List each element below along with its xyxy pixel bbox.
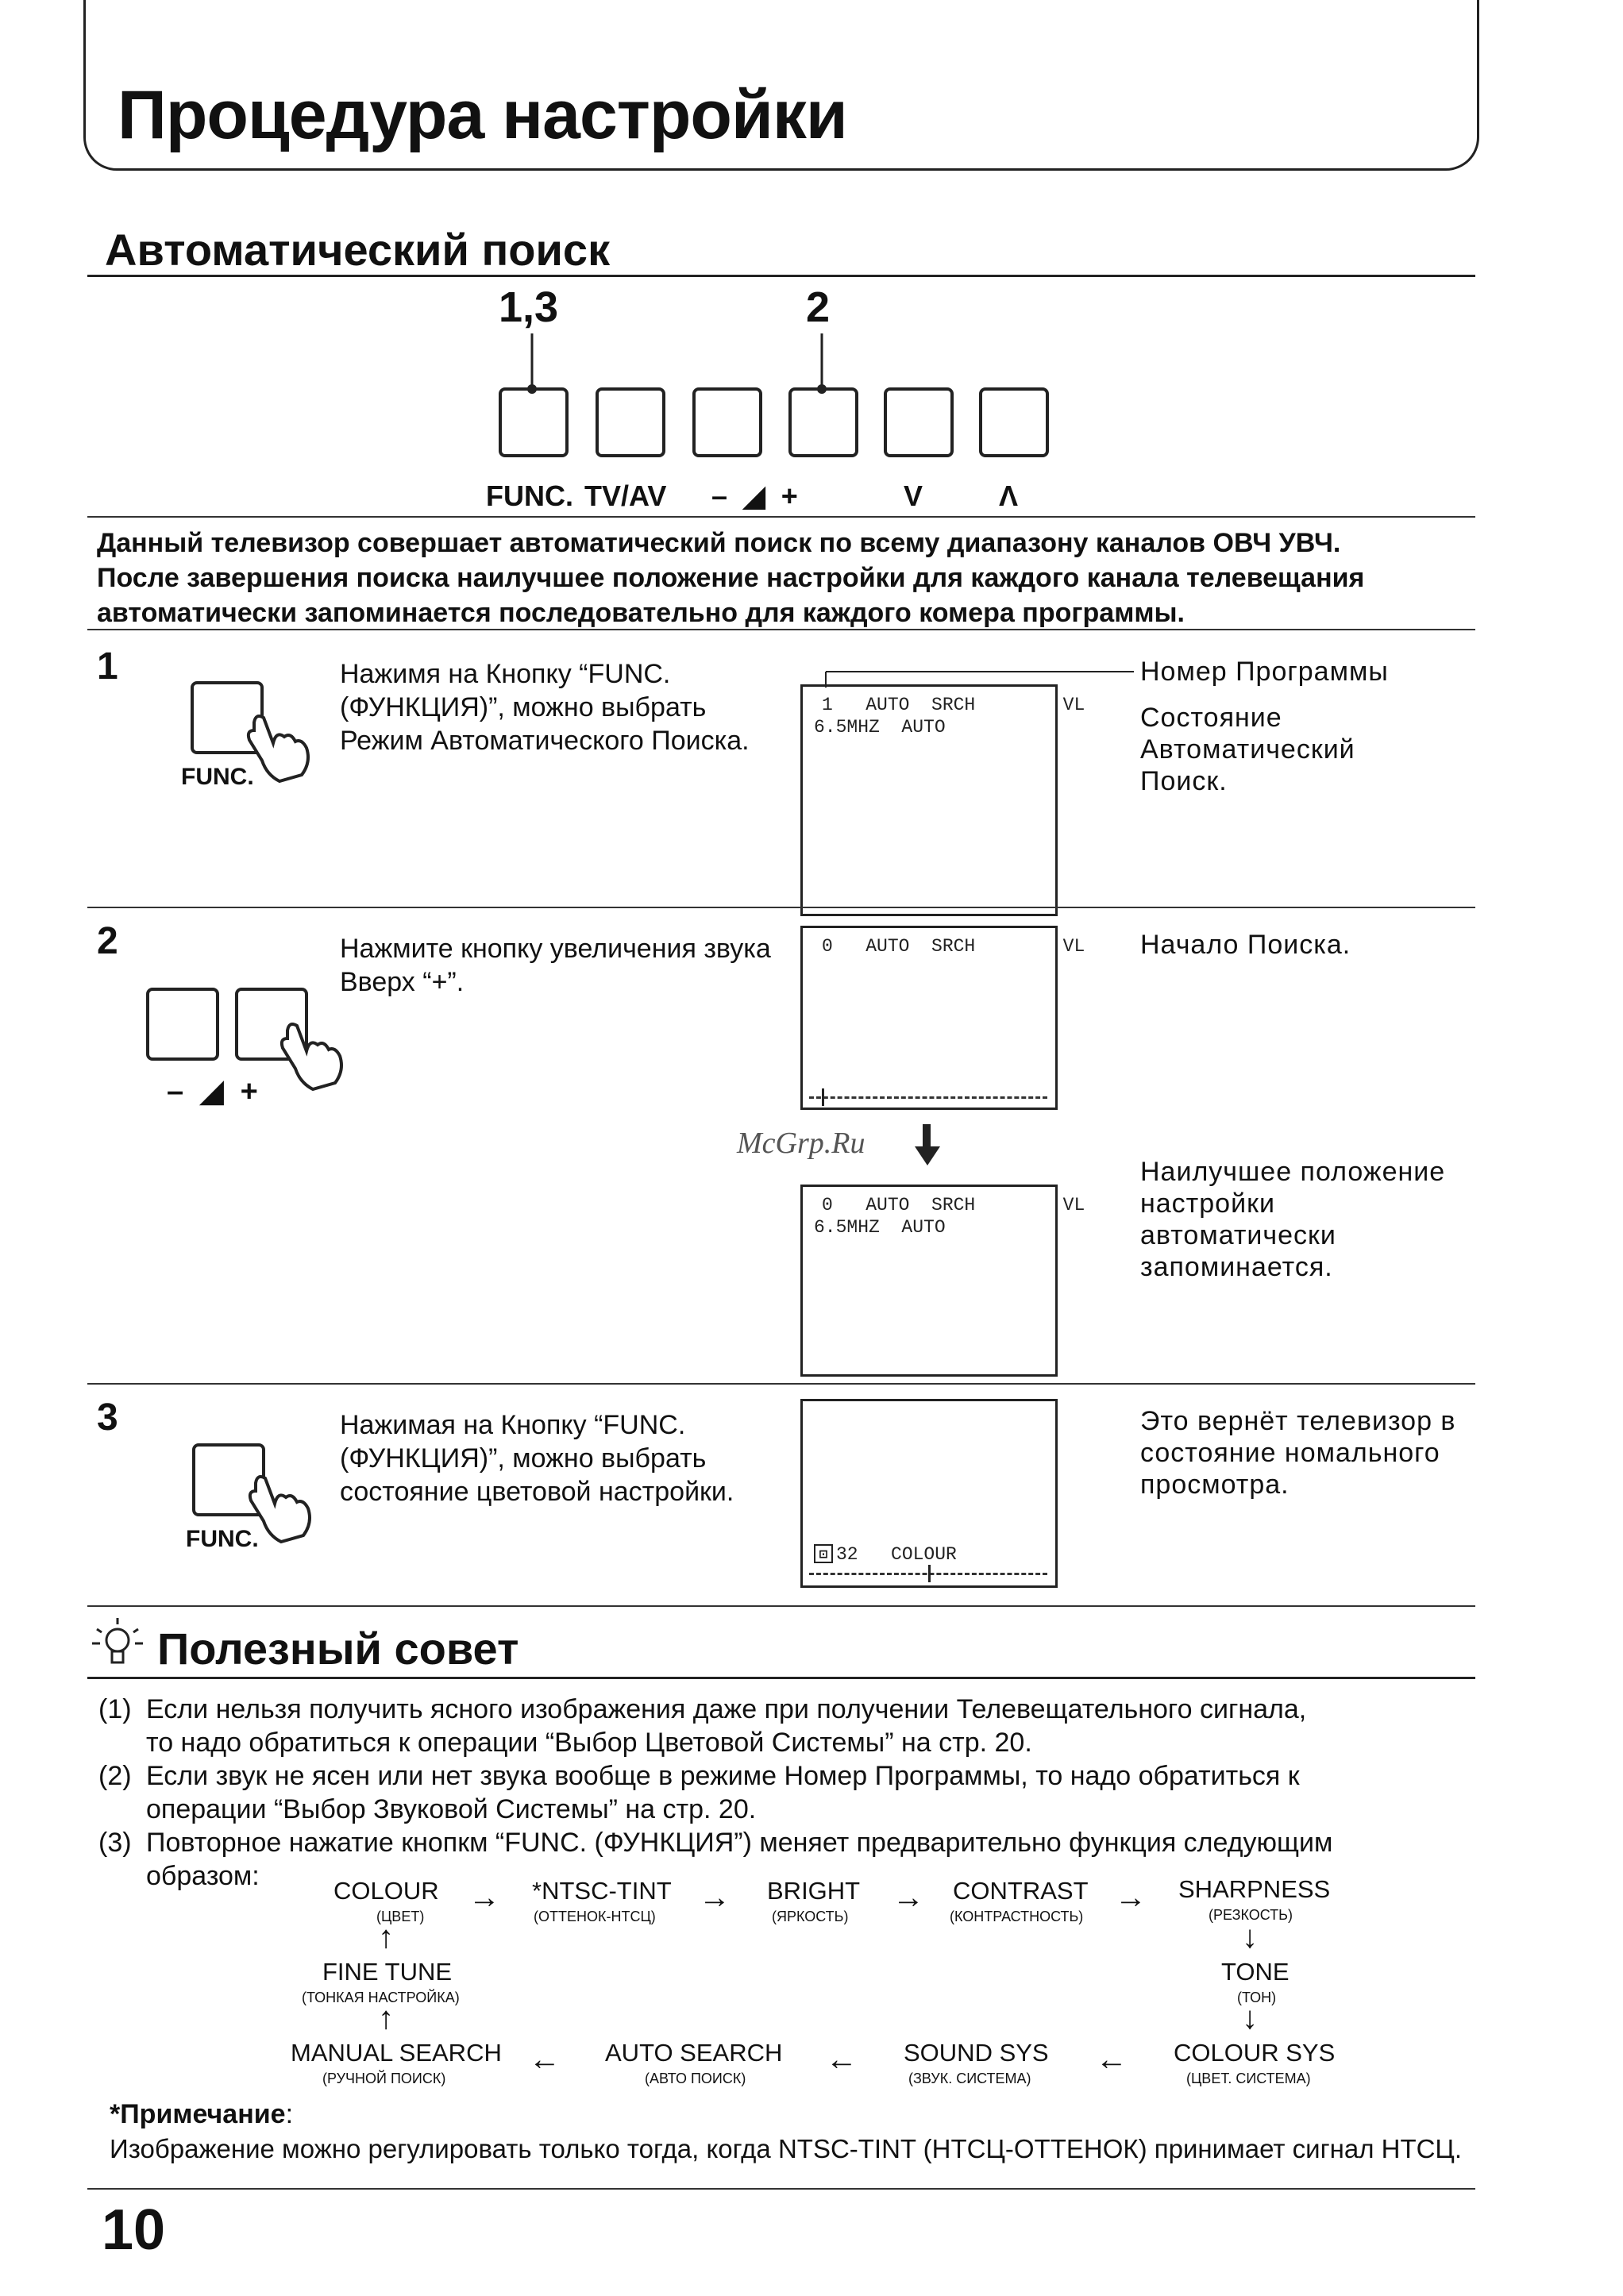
step-3-number: 3: [97, 1396, 118, 1439]
flow-sharpness: SHARPNESS: [1178, 1875, 1331, 1903]
arrow-right-icon: →: [892, 1880, 924, 1915]
footer-rule: [87, 2188, 1475, 2190]
flow-auto-search: AUTO SEARCH: [605, 2039, 783, 2067]
arrow-down-icon: [912, 1123, 943, 1170]
page-title: Процедура настройки: [118, 77, 847, 153]
step-2-osd-line1: 0 AUTO SRCH VL: [822, 936, 1085, 957]
flow-tone-sub: (ТОН): [1237, 1990, 1277, 2005]
flow-colour-sub: (ЦВЕТ): [376, 1909, 425, 1924]
step-3-osd-screen: [800, 1399, 1058, 1588]
step-2-tuning-marker: [822, 1088, 824, 1106]
step-2-osd-screen: [800, 926, 1085, 1110]
arrow-up-icon: ↑: [378, 1920, 394, 1955]
arrow-right-icon: →: [468, 1880, 500, 1915]
page-number: 10: [102, 2198, 166, 2262]
volume-down-button[interactable]: [692, 387, 762, 457]
flow-ntsc-tint-sub: (ОТТЕНОК-НТСЦ): [534, 1909, 656, 1924]
step-3-func-label: FUNC.: [186, 1526, 259, 1552]
intro-text: Данный телевизор совершает автоматический поиск по всему диапазону каналов ОВЧ УВЧ. После завершения поиска наилучшее положение настройки для каждого канала телевещания автоматически запоминается последовательно для каждого комера программы.: [97, 528, 1365, 628]
flow-manual-search: MANUAL SEARCH: [291, 2039, 502, 2067]
step-2-rule: [87, 1383, 1475, 1385]
step-3-side-text: Это вернёт телевизор в состояние номального просмотра.: [1140, 1406, 1456, 1500]
lightbulb-icon: [87, 1613, 148, 1677]
step-3-text: Нажимая на Кнопку “FUNC. (ФУНКЦИЯ)”, можно выбрать состояние цветовой настройки.: [340, 1410, 734, 1507]
tv-av-button-label: TV/AV: [584, 480, 667, 512]
arrow-down-icon: ↓: [1242, 1920, 1258, 1955]
channel-up-label: Λ: [999, 480, 1019, 512]
arrow-down-icon: ↓: [1242, 2001, 1258, 2036]
step-1-rule: [87, 907, 1475, 908]
step-1-text: Нажимя на Кнопку “FUNC. (ФУНКЦИЯ)”, можно выбрать Режим Автоматического Поиска.: [340, 659, 750, 756]
flow-manual-search-sub: (РУЧНОЙ ПОИСК): [322, 2071, 446, 2086]
flow-contrast-sub: (КОНТРАСТНОСТЬ): [950, 1909, 1084, 1924]
flow-colour: COLOUR: [333, 1877, 439, 1905]
flow-sound-sys: SOUND SYS: [904, 2039, 1049, 2067]
step-2-result-osd-screen: [800, 1185, 1085, 1377]
flow-bright: BRIGHT: [767, 1877, 861, 1905]
step-2-text: Нажмите кнопку увеличения звука Вверх “+”.: [340, 934, 771, 997]
section-title: Автоматический поиск: [105, 225, 611, 275]
arrow-left-icon: ←: [1096, 2042, 1128, 2077]
note-label: *Примечание: [110, 2099, 286, 2129]
step-2-number: 2: [97, 920, 118, 962]
flow-auto-search-sub: (АВТО ПОИСК): [645, 2071, 746, 2086]
step-1-func-label: FUNC.: [181, 764, 254, 790]
flow-ntsc-tint: *NTSC-TINT: [532, 1877, 672, 1905]
arrow-up-icon: ↑: [378, 2001, 394, 2036]
step-1-number: 1: [97, 645, 118, 688]
channel-down-label: V: [904, 480, 923, 512]
step-2-result-text: Наилучшее положение настройки автоматически запоминается.: [1140, 1157, 1446, 1282]
arrow-left-icon: ←: [529, 2042, 561, 2077]
tip-item: (2) Если звук не ясен или нет звука вообще в режиме Номер Программы, то надо обратиться к операции “Выбор Звуковой Системы” на стр. 20.: [98, 1761, 1300, 1824]
step-1-program-number-label: Номер Программы: [1140, 657, 1389, 687]
flow-fine-tune-sub: (ТОНКАЯ НАСТРОЙКА): [302, 1990, 460, 2005]
flow-sound-sys-sub: (ЗВУК. СИСТЕМА): [908, 2071, 1031, 2086]
flow-colour-sys-sub: (ЦВЕТ. СИСТЕМА): [1186, 2071, 1311, 2086]
step-3-osd-line: 32 COLOUR: [836, 1544, 957, 1565]
note-text: Изображение можно регулировать только тогда, когда NTSC-TINT (НТСЦ-ОТТЕНОК) принимает сигнал НТСЦ.: [110, 2134, 1463, 2163]
arrow-right-icon: →: [699, 1880, 731, 1915]
func-button-label: FUNC.: [486, 480, 573, 512]
channel-down-button[interactable]: [884, 387, 954, 457]
step-2-volume-down-button: [146, 988, 219, 1061]
channel-up-button[interactable]: [979, 387, 1049, 457]
step-2-volume-label: – ◢ +: [167, 1075, 258, 1108]
tip-title: Полезный совет: [157, 1624, 519, 1674]
step-1-osd-line1: 1 AUTO SRCH VL: [822, 695, 1085, 715]
flow-fine-tune: FINE TUNE: [322, 1958, 453, 1986]
tip-list: [98, 1693, 1480, 1893]
watermark: McGrp.Ru: [737, 1127, 865, 1160]
flow-bright-sub: (ЯРКОСТЬ): [772, 1909, 849, 1924]
step-1-side-text: Состояние Автоматический Поиск.: [1140, 703, 1355, 796]
intro-rule: [87, 629, 1475, 630]
step-3-colour-marker: [928, 1565, 931, 1582]
hand-pointer-icon: [272, 1007, 351, 1094]
panel-rule: [87, 516, 1475, 518]
flow-colour-sys: COLOUR SYS: [1174, 2039, 1336, 2067]
flow-tone: TONE: [1221, 1958, 1290, 1986]
tip-item: (1) Если нельзя получить ясного изображения даже при получении Телевещательного сигнала, то надо обратиться к операции “Выбор Цветовой Системы” на стр. 20.: [98, 1694, 1307, 1758]
callout-1-3: 1,3: [499, 283, 559, 331]
step-2-result-osd-line1: 0 AUTO SRCH VL: [822, 1195, 1085, 1215]
step-3-rule: [87, 1605, 1475, 1607]
flow-contrast: CONTRAST: [953, 1877, 1089, 1905]
step-1-osd-screen: [800, 684, 1085, 916]
tip-item: (3) Повторное нажатие кнопкм “FUNC. (ФУНКЦИЯ”) меняет предварительно функция следующим образом:: [98, 1828, 1333, 1891]
colour-icon: ⊡: [814, 1544, 833, 1563]
program-number-pointer: [818, 659, 1151, 691]
volume-button-label: – ◢ +: [711, 480, 798, 512]
volume-up-button[interactable]: [788, 387, 858, 457]
arrow-left-icon: ←: [826, 2042, 858, 2077]
callout-2: 2: [806, 283, 831, 331]
step-2-result-osd-line2: 6.5MHZ AUTO: [814, 1217, 946, 1238]
step-1-osd-line2: 6.5MHZ AUTO: [814, 717, 946, 738]
flow-sharpness-sub: (РЕЗКОСТЬ): [1209, 1907, 1293, 1923]
note: *Примечание:: [110, 2099, 294, 2129]
step-2-side-text: Начало Поиска.: [1140, 930, 1351, 960]
tv-av-button[interactable]: [596, 387, 665, 457]
callout-lines: [0, 0, 1623, 556]
arrow-right-icon: →: [1115, 1880, 1147, 1915]
step-2-tuning-bar: [809, 1096, 1047, 1099]
tip-rule: [87, 1677, 1475, 1679]
func-button[interactable]: [499, 387, 569, 457]
